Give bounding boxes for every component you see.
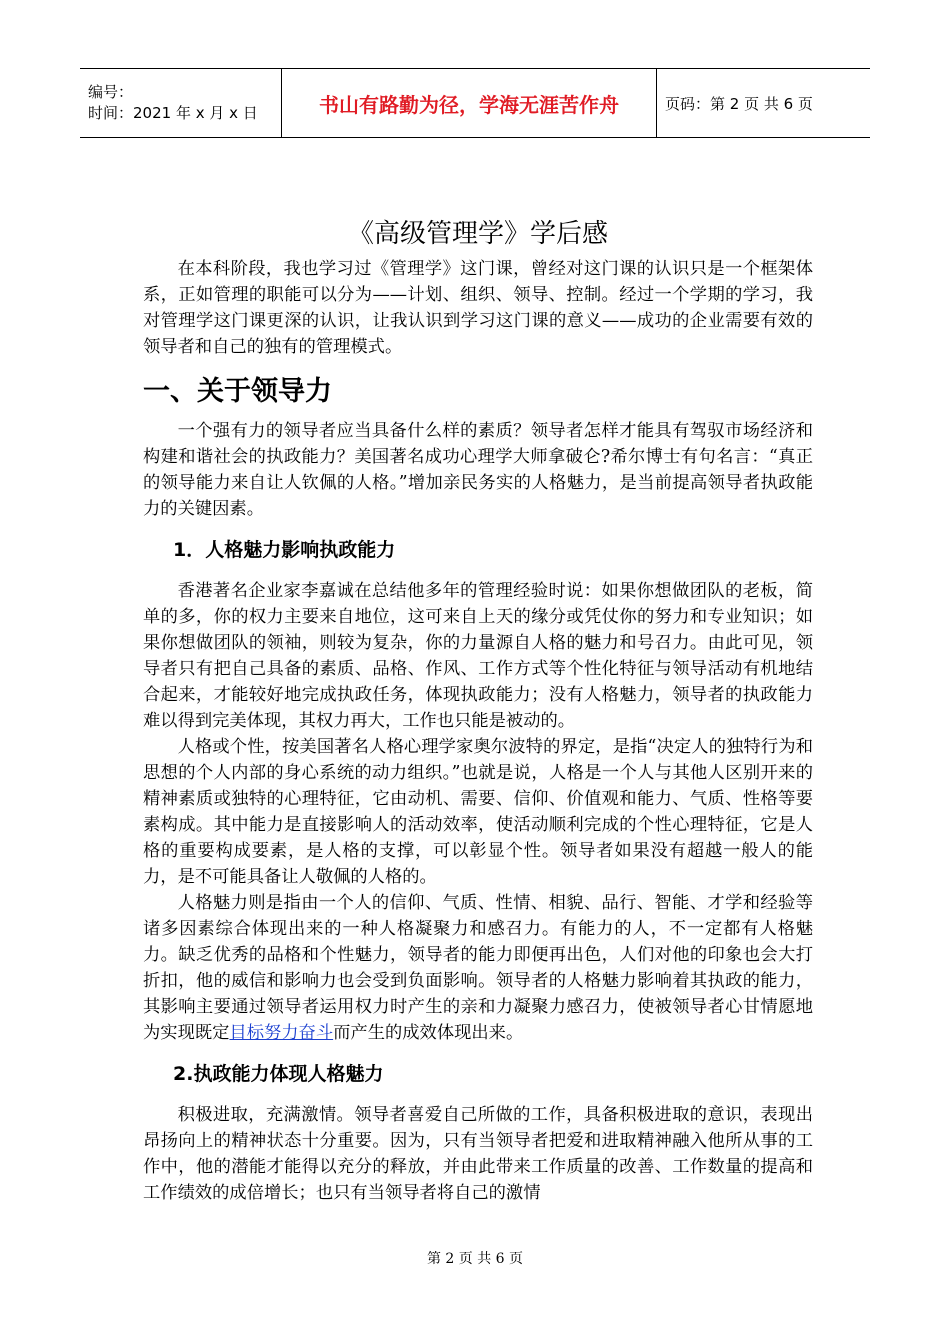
subheading-personality: 1．人格魅力影响执政能力 <box>173 539 396 561</box>
header-motto-cell <box>282 69 657 137</box>
sub1-p3-text-after: 而产生的成效体现出来。 <box>333 1023 524 1043</box>
sub1-p3-text-before: 人格魅力则是指由一个人的信仰、气质、性情、相貌、品行、智能、才学和经验等诸多因素综合体现出来的一种人格凝聚力和感召力。有能力的人，不一定都有人格魅力。缺乏优秀的品格和个性魅力，领导者的能力即便再出色，人们对他的印象也会大打折扣，他的威信和影响力也会受到负面影响。领导者的人格魅力影响着其执政的能力，其影响主要通过领导者运用权力时产生的亲和力凝聚力感召力，使被领导者心甘情愿地为实现既定 <box>143 893 813 1043</box>
intro-paragraph: 在本科阶段，我也学习过《管理学》这门课，曾经对这门课的认识只是一个框架体系，正如管理的职能可以分为——计划、组织、领导、控制。经过一个学期的学习，我对管理学这门课更深的认识，让我认识到学习这门课的意义——成功的企业需要有效的领导者和自己的独有的管理模式。 <box>143 259 813 357</box>
goal-link[interactable]: 目标努力奋斗 <box>229 1023 334 1043</box>
sub1-paragraph-2: 人格或个性，按美国著名人格心理学家奥尔波特的界定，是指“决定人的独特行为和思想的个人内部的身心系统的动力组织。”也就是说，人格是一个人与其他人区别开来的精神素质或独特的心理特征，它由动机、需要、信仰、价值观和能力、气质、性格等要素构成。其中能力是直接影响人的活动效率，使活动顺利完成的个性心理特征，它是人格的重要构成要素，是人格的支撑，可以彰显个性。领导者如果没有超越一般人的能力，是不可能具备让人敬佩的人格的。 <box>143 737 813 887</box>
subheading-ability: 2.执政能力体现人格魅力 <box>173 1063 384 1085</box>
sub1-paragraph-1: 香港著名企业家李嘉诚在总结他多年的管理经验时说：如果你想做团队的老板，简单的多，你的权力主要来自地位，这可来自上天的缘分或凭仗你的努力和专业知识；如果你想做团队的领袖，则较为复杂，你的力量源自人格的魅力和号召力。由此可见，领导者只有把自己具备的素质、品格、作风、工作方式等个性化特征与领导活动有机地结合起来，才能较好地完成执政任务，体现执政能力；没有人格魅力，领导者的执政能力难以得到完美体现，其权力再大，工作也只能是被动的。 <box>143 581 813 731</box>
page-header <box>80 68 870 138</box>
header-page-info: 页码：第 2 页 共 6 页 <box>665 94 813 113</box>
header-motto: 书山有路勤为径，学海无涯苦作舟 <box>319 92 619 117</box>
page-footer: 第 2 页 共 6 页 <box>426 1251 524 1267</box>
time-label: 时间：2021 年 x 月 x 日 <box>88 104 258 122</box>
section1-paragraph: 一个强有力的领导者应当具备什么样的素质？领导者怎样才能具有驾驭市场经济和构建和谐社会的执政能力？美国著名成功心理学大师拿破仑?希尔博士有句名言：“真正的领导能力来自让人钦佩的人格。”增加亲民务实的人格魅力，是当前提高领导者执政能力的关键因素。 <box>143 421 813 519</box>
sub1-paragraph-3 <box>143 890 813 1046</box>
header-meta <box>80 69 282 137</box>
section-heading-leadership: 一、关于领导力 <box>143 376 332 407</box>
sub2-paragraph: 积极进取，充满激情。领导者喜爱自己所做的工作，具备积极进取的意识，表现出昂扬向上的精神状态十分重要。因为，只有当领导者把爱和进取精神融入他所从事的工作中，他的潜能才能得以充分的释放，并由此带来工作质量的改善、工作数量的提高和工作绩效的成倍增长；也只有当领导者将自己的激情 <box>143 1105 813 1203</box>
document-body <box>143 212 813 1206</box>
document-title: 《高级管理学》学后感 <box>347 219 608 249</box>
code-label: 编号： <box>88 83 134 101</box>
